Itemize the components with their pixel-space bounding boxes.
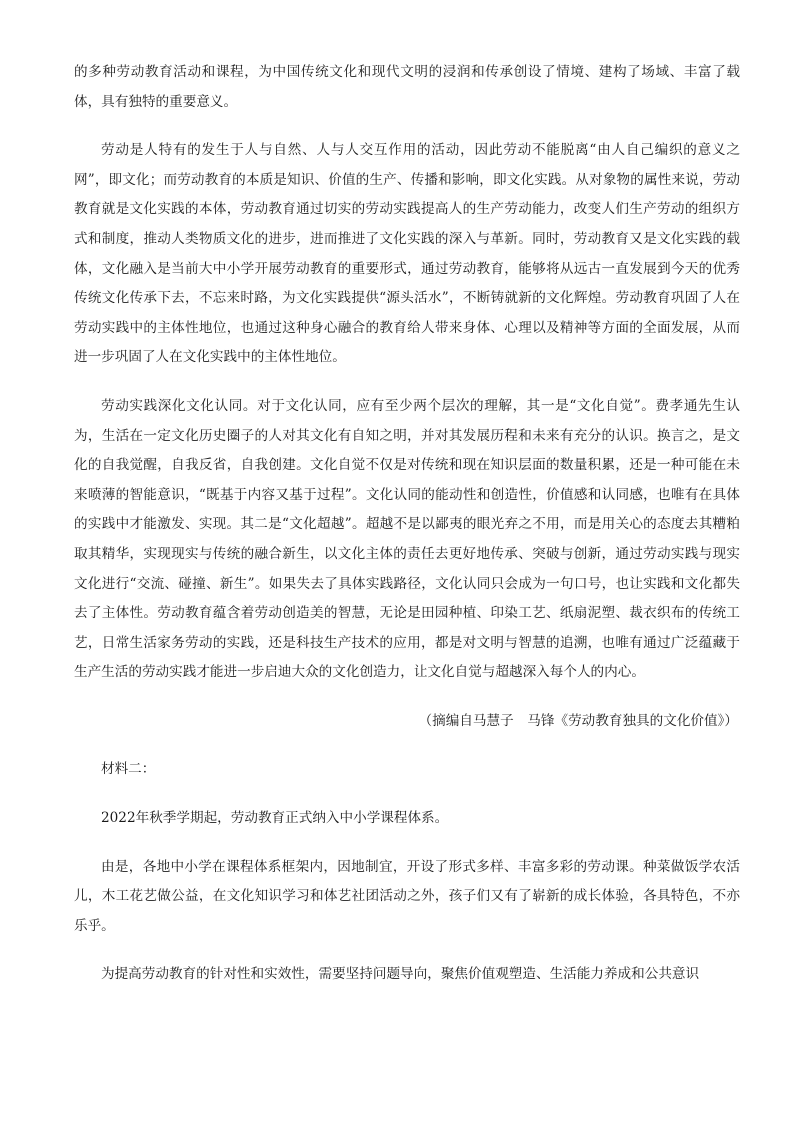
paragraph-labor-courses: 由是，各地中小学在课程体系框架内，因地制宜，开设了形式多样、丰富多彩的劳动课。种菜做饭学农活儿，木工花艺做公益，在文化知识学习和体艺社团活动之外，孩子们又有了崭新的成长体验，各具特色，不亦乐乎。 <box>74 858 740 934</box>
paragraph-continuation: 的多种劳动教育活动和课程，为中国传统文化和现代文明的浸润和传承创设了情境、建构了场域、丰富了载体，具有独特的重要意义。 <box>74 64 740 110</box>
source-citation: （摘编自马慧子 马锋《劳动教育独具的文化价值》） <box>418 712 738 729</box>
paragraph-problem-oriented: 为提高劳动教育的针对性和实效性，需要坚持问题导向，聚焦价值观塑造、生活能力养成和公共意识 <box>101 966 700 983</box>
material-two-heading: 材料二： <box>101 761 156 778</box>
paragraph-2022: 2022年秋季学期起，劳动教育正式纳入中小学课程体系。 <box>101 810 449 827</box>
paragraph-cultural-identity: 劳动实践深化文化认同。对于文化认同，应有至少两个层次的理解，其一是“文化自觉”。费孝通先生认为，生活在一定文化历史圈子的人对其文化有自知之明，并对其发展历程和未来有充分的认识。换言之，是文化的自我觉醒，自我反省，自我创建。文化自觉不仅是对传统和现在知识层面的数量积累，还是一种可能在未来喷薄的智能意识，“既基于内容又基于过程”。文化认同的能动性和创造性，价值感和认同感，也唯有在具体的实践中才能激发、实现。其二是“文化超越”。超越不是以鄙夷的眼光弃之不用，而是用关心的态度去其糟粕取其精华，实现现实与传统的融合新生，以文化主体的责任去更好地传承、突破与创新，通过劳动实践与现实文化进行“交流、碰撞、新生”。如果失去了具体实践路径，文化认同只会成为一句口号，也让实践和文化都失去了主体性。劳动教育蕴含着劳动创造美的智慧，无论是田园种植、印染工艺、纸扇泥塑、裁衣织布的传统工艺，日常生活家务劳动的实践，还是科技生产技术的应用，都是对文明与智慧的追溯，也唯有通过广泛蕴藏于生产生活的劳动实践才能进一步启迪大众的文化创造力，让文化自觉与超越深入每个人的内心。 <box>74 397 740 681</box>
paragraph-labor-culture: 劳动是人特有的发生于人与自然、人与人交互作用的活动，因此劳动不能脱离“由人自己编织的意义之网”，即文化；而劳动教育的本质是知识、价值的生产、传播和影响，即文化实践。从对象物的属性来说，劳动教育就是文化实践的本体，劳动教育通过切实的劳动实践提高人的生产劳动能力，改变人们生产劳动的组织方式和制度，推动人类物质文化的进步，进而推进了文化实践的深入与革新。同时，劳动教育又是文化实践的载体，文化融入是当前大中小学开展劳动教育的重要形式，通过劳动教育，能够将从远古一直发展到今天的优秀传统文化传承下去，不忘来时路，为文化实践提供“源头活水”，不断铸就新的文化辉煌。劳动教育巩固了人在劳动实践中的主体性地位，也通过这种身心融合的教育给人带来身体、心理以及精神等方面的全面发展，从而进一步巩固了人在文化实践中的主体性地位。 <box>74 142 740 366</box>
